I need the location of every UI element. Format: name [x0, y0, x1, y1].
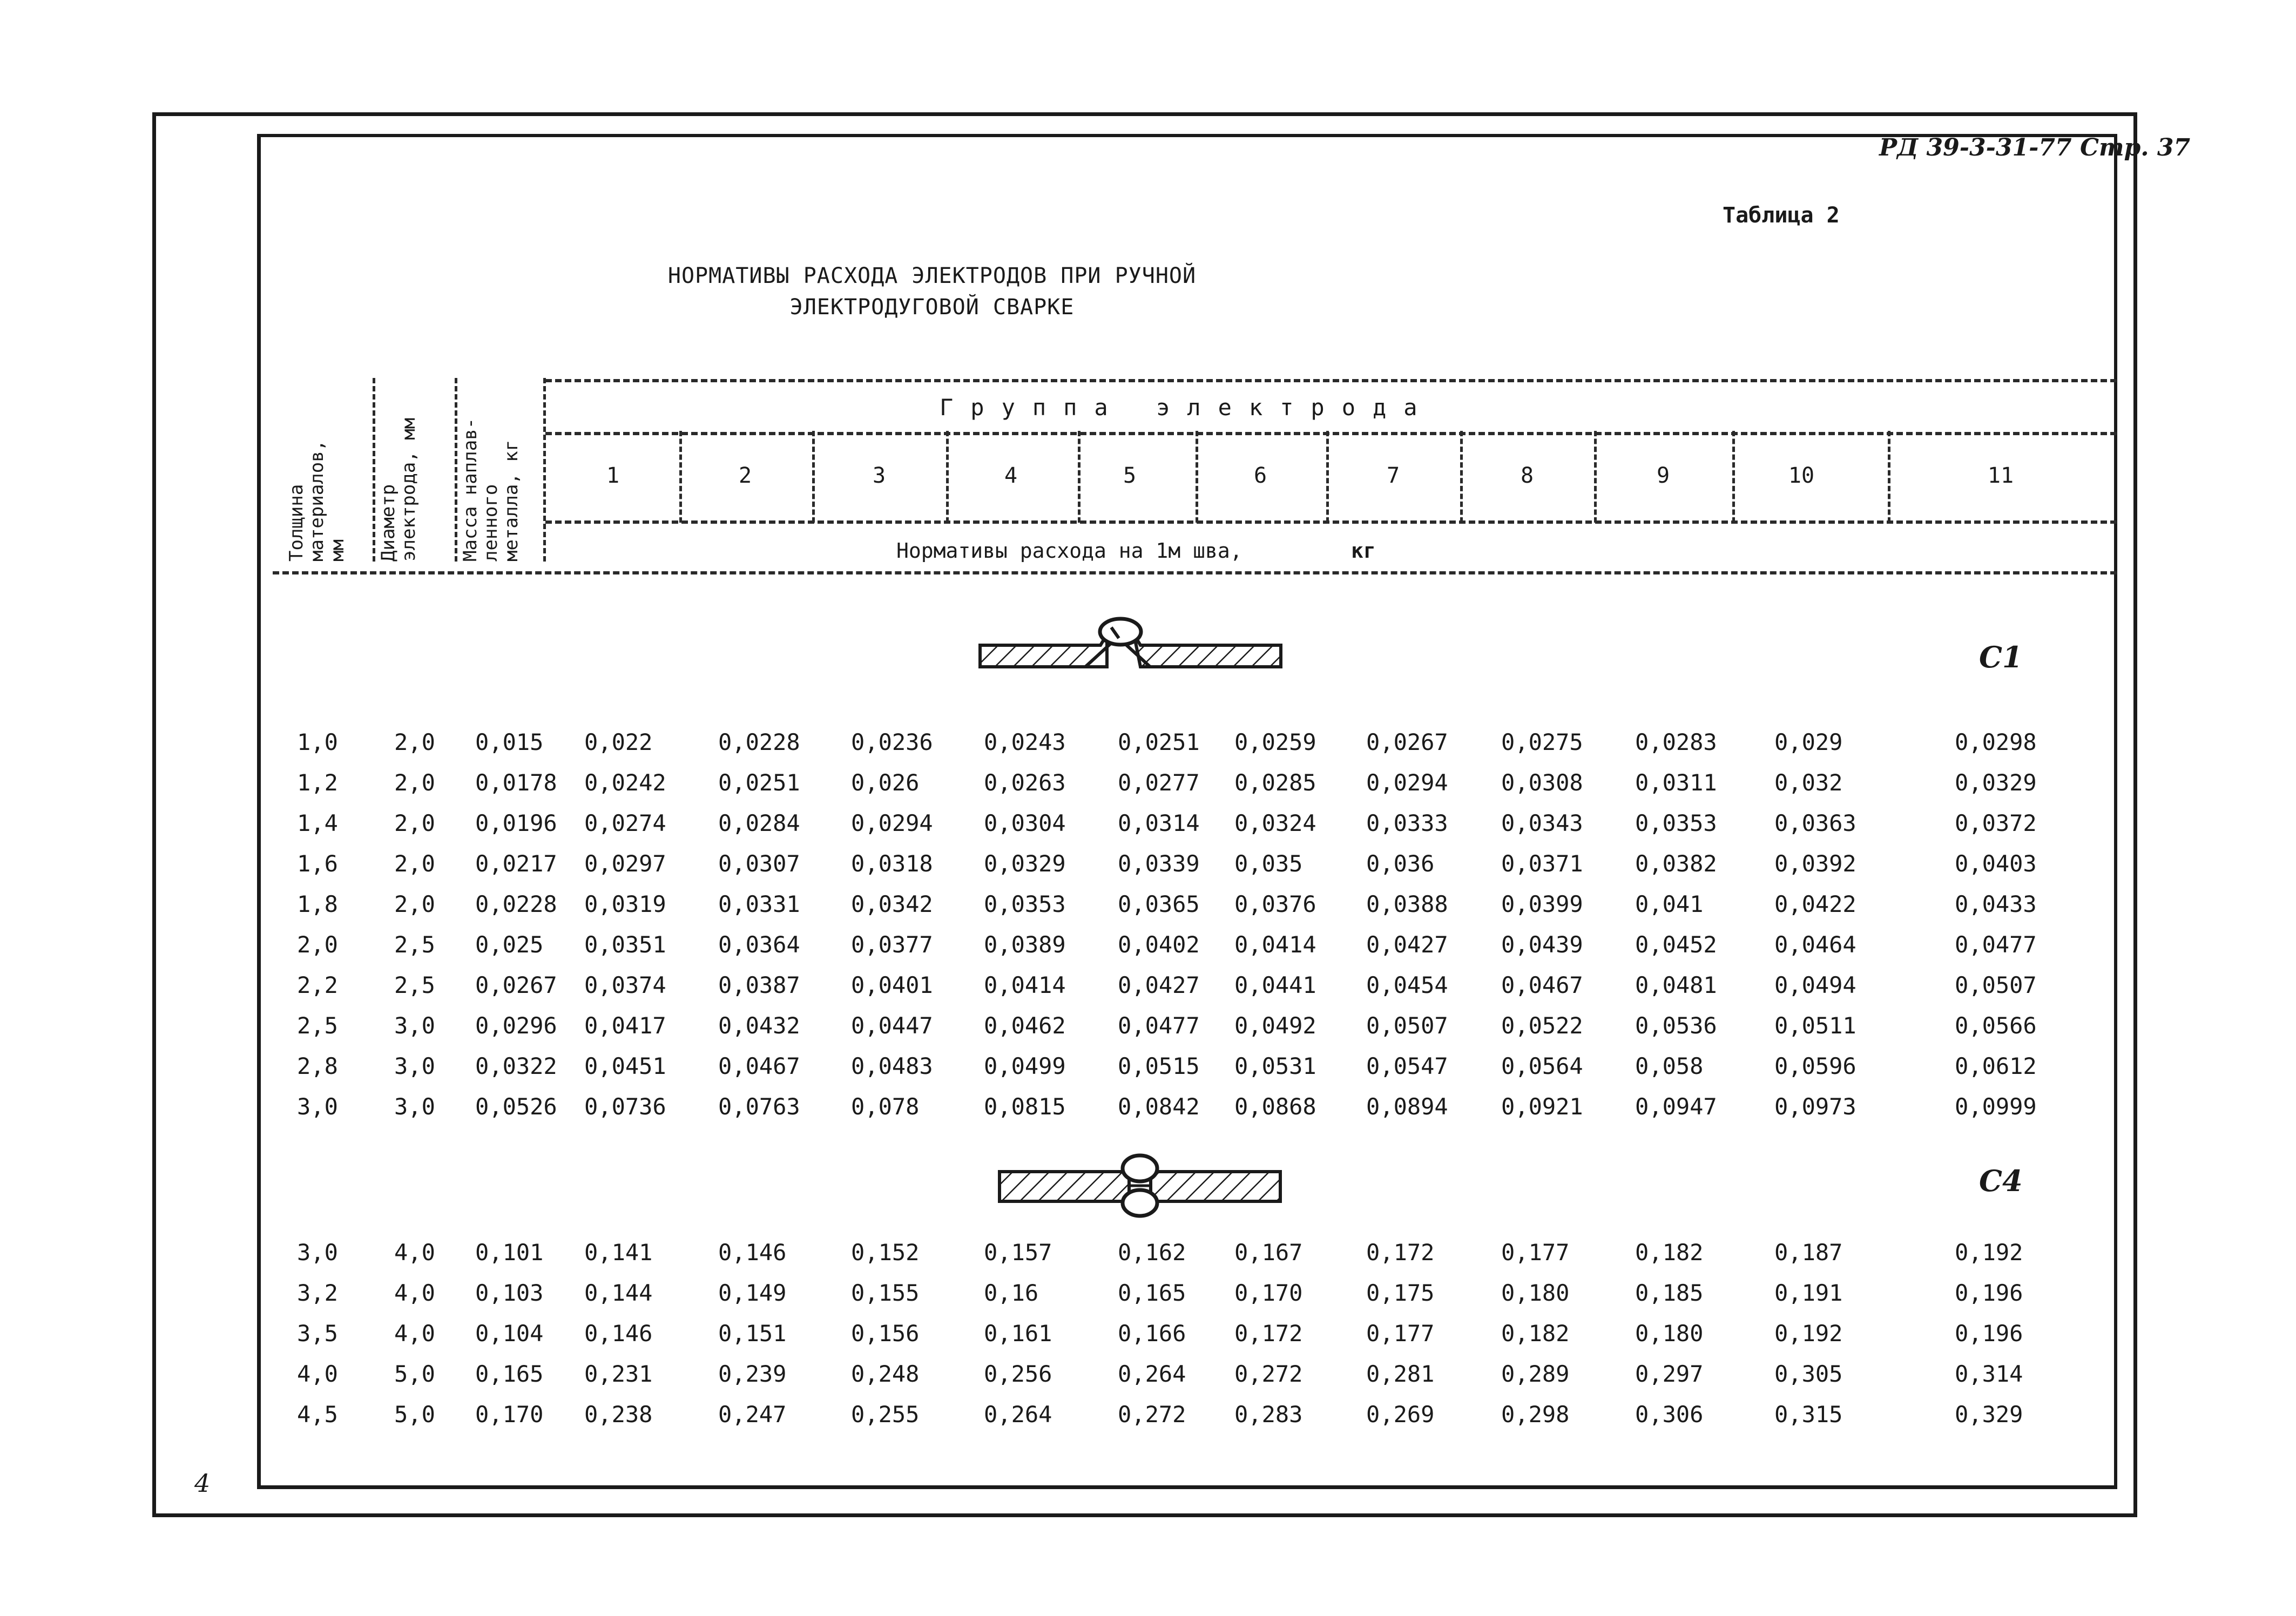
table-cell: 2,0: [394, 769, 435, 796]
table-cell: 0,0263: [984, 769, 1066, 796]
table-cell: 2,0: [394, 729, 435, 755]
table-cell: 0,283: [1234, 1401, 1303, 1428]
page-number: 4: [194, 1469, 211, 1498]
table-cell: 0,231: [584, 1361, 653, 1387]
table-cell: 0,0308: [1501, 769, 1583, 796]
table-cell: 0,329: [1955, 1401, 2023, 1428]
table-cell: 0,0401: [851, 972, 933, 998]
table-cell: 0,101: [475, 1239, 544, 1266]
table-cell: 0,238: [584, 1401, 653, 1428]
table-cell: 0,0388: [1366, 891, 1448, 917]
table-cell: 1,2: [297, 769, 338, 796]
table-cell: 0,0511: [1774, 1012, 1856, 1039]
table-cell: 4,0: [297, 1361, 338, 1387]
group-header-2: 2: [738, 463, 752, 488]
table-cell: 0,0422: [1774, 891, 1856, 917]
table-cell: 0,0921: [1501, 1093, 1583, 1120]
table-cell: 0,172: [1234, 1320, 1303, 1347]
table-cell: 0,0283: [1635, 729, 1717, 755]
group-header-8: 8: [1520, 463, 1534, 488]
table-cell: 0,192: [1774, 1320, 1843, 1347]
table-cell: 0,172: [1366, 1239, 1435, 1266]
group-header-11: 11: [1987, 463, 2014, 488]
table-cell: 0,306: [1635, 1401, 1704, 1428]
table-cell: 0,0433: [1955, 891, 2037, 917]
table-cell: 0,151: [718, 1320, 787, 1347]
table-cell: 0,0242: [584, 769, 666, 796]
table-cell: 0,167: [1234, 1239, 1303, 1266]
table-cell: 0,314: [1955, 1361, 2023, 1387]
table-cell: 3,0: [394, 1053, 435, 1079]
table-cell: 0,297: [1635, 1361, 1704, 1387]
subheader-unit: кг: [1351, 539, 1376, 563]
table-cell: 0,196: [1955, 1320, 2023, 1347]
table-cell: 1,4: [297, 810, 338, 836]
table-cell: 0,269: [1366, 1401, 1435, 1428]
table-cell: 4,5: [297, 1401, 338, 1428]
col-sep-2: [455, 378, 457, 562]
group-header-4: 4: [1004, 463, 1018, 488]
table-cell: 0,191: [1774, 1280, 1843, 1306]
table-cell: 0,0275: [1501, 729, 1583, 755]
table-cell: 0,146: [584, 1320, 653, 1347]
table-cell: 0,289: [1501, 1361, 1570, 1387]
table-cell: 0,0351: [584, 931, 666, 958]
table-cell: 0,0372: [1955, 810, 2037, 836]
table-cell: 0,0441: [1234, 972, 1316, 998]
table-cell: 0,0522: [1501, 1012, 1583, 1039]
table-cell: 0,0477: [1118, 1012, 1200, 1039]
table-cell: 0,0389: [984, 931, 1066, 958]
table-cell: 0,170: [1234, 1280, 1303, 1306]
table-cell: 0,185: [1635, 1280, 1704, 1306]
group-header-7: 7: [1386, 463, 1400, 488]
table-cell: 0,0329: [1955, 769, 2037, 796]
table-cell: 0,0399: [1501, 891, 1583, 917]
table-cell: 1,6: [297, 850, 338, 877]
table-cell: 0,0432: [718, 1012, 800, 1039]
table-cell: 0,0284: [718, 810, 800, 836]
table-cell: 0,0464: [1774, 931, 1856, 958]
table-cell: 0,272: [1118, 1401, 1186, 1428]
table-cell: 0,177: [1366, 1320, 1435, 1347]
table-cell: 4,0: [394, 1280, 435, 1306]
group-sep-10: [1888, 431, 1890, 523]
table-cell: 0,0228: [475, 891, 557, 917]
table-cell: 4,0: [394, 1239, 435, 1266]
table-cell: 0,0477: [1955, 931, 2037, 958]
table-cell: 2,5: [394, 972, 435, 998]
table-cell: 0,0868: [1234, 1093, 1316, 1120]
table-cell: 0,192: [1955, 1239, 2023, 1266]
table-cell: 3,0: [394, 1093, 435, 1120]
table-cell: 0,0267: [475, 972, 557, 998]
header-top-rule: [545, 379, 2117, 382]
table-cell: 3,0: [297, 1239, 338, 1266]
group-sep-3: [946, 431, 949, 523]
table-cell: 0,0947: [1635, 1093, 1717, 1120]
table-cell: 0,078: [851, 1093, 920, 1120]
table-cell: 0,0365: [1118, 891, 1200, 917]
table-cell: 0,166: [1118, 1320, 1186, 1347]
table-cell: 0,0228: [718, 729, 800, 755]
table-cell: 0,058: [1635, 1053, 1704, 1079]
table-cell: 0,0483: [851, 1053, 933, 1079]
group-sep-1: [679, 431, 682, 523]
table-cell: 0,0259: [1234, 729, 1316, 755]
table-cell: 0,0526: [475, 1093, 557, 1120]
table-cell: 0,0342: [851, 891, 933, 917]
group-header-3: 3: [872, 463, 886, 488]
table-cell: 0,0439: [1501, 931, 1583, 958]
table-cell: 0,247: [718, 1401, 787, 1428]
table-cell: 2,5: [394, 931, 435, 958]
table-cell: 0,015: [475, 729, 544, 755]
table-cell: 0,264: [984, 1401, 1052, 1428]
table-cell: 0,0842: [1118, 1093, 1200, 1120]
table-cell: 0,256: [984, 1361, 1052, 1387]
table-cell: 0,281: [1366, 1361, 1435, 1387]
table-cell: 0,16: [984, 1280, 1039, 1306]
table-cell: 0,272: [1234, 1361, 1303, 1387]
table-cell: 0,162: [1118, 1239, 1186, 1266]
title-line-2: ЭЛЕКТРОДУГОВОЙ СВАРКЕ: [789, 295, 1075, 320]
table-cell: 0,0376: [1234, 891, 1316, 917]
table-cell: 0,0329: [984, 850, 1066, 877]
group-sep-4: [1078, 431, 1081, 523]
col-sep-1: [373, 378, 375, 562]
group-sep-9: [1732, 431, 1735, 523]
table-cell: 3,2: [297, 1280, 338, 1306]
table-cell: 0,035: [1234, 850, 1303, 877]
subheader-text: Нормативы расхода на 1м шва,: [896, 539, 1242, 563]
table-cell: 0,264: [1118, 1361, 1186, 1387]
table-cell: 0,0454: [1366, 972, 1448, 998]
table-cell: 0,0363: [1774, 810, 1856, 836]
table-cell: 0,022: [584, 729, 653, 755]
table-cell: 0,0343: [1501, 810, 1583, 836]
header-diameter: Диаметр электрода, мм: [377, 417, 420, 562]
groups-bottom-rule: [545, 520, 2117, 524]
table-cell: 0,0973: [1774, 1093, 1856, 1120]
table-cell: 2,0: [297, 931, 338, 958]
table-cell: 2,0: [394, 810, 435, 836]
group-header-1: 1: [606, 463, 620, 488]
table-cell: 0,0596: [1774, 1053, 1856, 1079]
table-cell: 2,0: [394, 891, 435, 917]
table-cell: 0,0353: [984, 891, 1066, 917]
table-cell: 1,0: [297, 729, 338, 755]
table-cell: 0,0392: [1774, 850, 1856, 877]
table-cell: 0,0319: [584, 891, 666, 917]
table-cell: 0,0467: [1501, 972, 1583, 998]
table-cell: 0,0314: [1118, 810, 1200, 836]
table-cell: 0,0447: [851, 1012, 933, 1039]
table-cell: 0,0217: [475, 850, 557, 877]
table-cell: 0,0364: [718, 931, 800, 958]
table-cell: 0,156: [851, 1320, 920, 1347]
group-rule: [545, 432, 2117, 435]
table-cell: 0,0285: [1234, 769, 1316, 796]
table-cell: 0,155: [851, 1280, 920, 1306]
table-cell: 0,0736: [584, 1093, 666, 1120]
table-cell: 0,104: [475, 1320, 544, 1347]
table-cell: 0,146: [718, 1239, 787, 1266]
table-cell: 2,0: [394, 850, 435, 877]
table-cell: 0,175: [1366, 1280, 1435, 1306]
table-cell: 0,0564: [1501, 1053, 1583, 1079]
table-cell: 0,149: [718, 1280, 787, 1306]
table-cell: 0,0536: [1635, 1012, 1717, 1039]
table-cell: 0,182: [1635, 1239, 1704, 1266]
table-cell: 0,144: [584, 1280, 653, 1306]
table-cell: 0,032: [1774, 769, 1843, 796]
table-cell: 0,0311: [1635, 769, 1717, 796]
table-cell: 0,0515: [1118, 1053, 1200, 1079]
table-cell: 0,025: [475, 931, 544, 958]
table-cell: 0,0612: [1955, 1053, 2037, 1079]
table-cell: 0,0492: [1234, 1012, 1316, 1039]
table-cell: 0,0251: [718, 769, 800, 796]
table-cell: 0,0414: [984, 972, 1066, 998]
group-header-10: 10: [1788, 463, 1815, 488]
table-cell: 0,187: [1774, 1239, 1843, 1266]
table-cell: 2,5: [297, 1012, 338, 1039]
table-cell: 0,0274: [584, 810, 666, 836]
table-cell: 0,0339: [1118, 850, 1200, 877]
table-cell: 1,8: [297, 891, 338, 917]
table-cell: 0,180: [1501, 1280, 1570, 1306]
table-cell: 2,8: [297, 1053, 338, 1079]
table-cell: 0,170: [475, 1401, 544, 1428]
table-cell: 0,177: [1501, 1239, 1570, 1266]
table-cell: 0,196: [1955, 1280, 2023, 1306]
table-cell: 0,0178: [475, 769, 557, 796]
table-cell: 4,0: [394, 1320, 435, 1347]
table-cell: 0,165: [475, 1361, 544, 1387]
table-cell: 0,248: [851, 1361, 920, 1387]
table-cell: 0,0763: [718, 1093, 800, 1120]
group-sep-2: [812, 431, 815, 523]
table-cell: 0,0382: [1635, 850, 1717, 877]
table-cell: 0,0566: [1955, 1012, 2037, 1039]
group-header-6: 6: [1253, 463, 1267, 488]
table-cell: 3,0: [297, 1093, 338, 1120]
title-line-1: НОРМАТИВЫ РАСХОДА ЭЛЕКТРОДОВ ПРИ РУЧНОЙ: [667, 263, 1197, 288]
table-cell: 0,315: [1774, 1401, 1843, 1428]
table-cell: 0,305: [1774, 1361, 1843, 1387]
table-cell: 0,0251: [1118, 729, 1200, 755]
table-cell: 0,0507: [1366, 1012, 1448, 1039]
table-cell: 0,0387: [718, 972, 800, 998]
section-label-c4: С4: [1979, 1164, 2023, 1198]
table-cell: 0,0427: [1366, 931, 1448, 958]
table-cell: 0,0333: [1366, 810, 1448, 836]
table-cell: 0,0999: [1955, 1093, 2037, 1120]
table-cell: 0,0894: [1366, 1093, 1448, 1120]
table-cell: 0,0507: [1955, 972, 2037, 998]
table-cell: 0,0304: [984, 810, 1066, 836]
table-cell: 0,0294: [1366, 769, 1448, 796]
table-cell: 0,0371: [1501, 850, 1583, 877]
table-cell: 0,0277: [1118, 769, 1200, 796]
table-cell: 3,0: [394, 1012, 435, 1039]
table-cell: 0,0331: [718, 891, 800, 917]
table-cell: 0,041: [1635, 891, 1704, 917]
table-cell: 0,0324: [1234, 810, 1316, 836]
table-cell: 0,0481: [1635, 972, 1717, 998]
group-header-9: 9: [1656, 463, 1670, 488]
table-cell: 0,036: [1366, 850, 1435, 877]
table-cell: 0,026: [851, 769, 920, 796]
table-cell: 0,239: [718, 1361, 787, 1387]
table-cell: 0,152: [851, 1239, 920, 1266]
table-cell: 0,0402: [1118, 931, 1200, 958]
table-cell: 0,157: [984, 1239, 1052, 1266]
group-sep-6: [1326, 431, 1329, 523]
table-cell: 0,0451: [584, 1053, 666, 1079]
table-cell: 0,0494: [1774, 972, 1856, 998]
document-code: РД 39-3-31-77 Стр. 37: [1879, 134, 2191, 161]
group-sep-8: [1594, 431, 1597, 523]
table-cell: 0,0499: [984, 1053, 1066, 1079]
table-cell: 0,0267: [1366, 729, 1448, 755]
table-cell: 0,0307: [718, 850, 800, 877]
table-cell: 0,161: [984, 1320, 1052, 1347]
group-header-5: 5: [1123, 463, 1137, 488]
header-mass: Масса наплав- ленного металла, кг: [460, 417, 522, 562]
table-cell: 0,0377: [851, 931, 933, 958]
table-cell: 0,0294: [851, 810, 933, 836]
table-cell: 0,0297: [584, 850, 666, 877]
table-cell: 0,103: [475, 1280, 544, 1306]
header-thickness: Толщина материалов, мм: [286, 440, 348, 562]
table-cell: 0,0298: [1955, 729, 2037, 755]
table-cell: 0,0403: [1955, 850, 2037, 877]
group-sep-7: [1460, 431, 1463, 523]
table-cell: 0,0196: [475, 810, 557, 836]
table-cell: 0,0243: [984, 729, 1066, 755]
table-cell: 5,0: [394, 1401, 435, 1428]
table-cell: 0,180: [1635, 1320, 1704, 1347]
table-cell: 2,2: [297, 972, 338, 998]
table-cell: 0,0296: [475, 1012, 557, 1039]
table-cell: 0,0547: [1366, 1053, 1448, 1079]
table-cell: 3,5: [297, 1320, 338, 1347]
table-cell: 0,029: [1774, 729, 1843, 755]
section-label-c1: С1: [1979, 640, 2023, 674]
col-sep-3: [543, 378, 546, 562]
table-cell: 0,0452: [1635, 931, 1717, 958]
table-cell: 0,298: [1501, 1401, 1570, 1428]
group-title: Группа электрода: [940, 394, 1435, 421]
table-cell: 0,182: [1501, 1320, 1570, 1347]
table-cell: 0,0353: [1635, 810, 1717, 836]
group-sep-5: [1196, 431, 1198, 523]
header-bottom-rule: [273, 571, 2117, 574]
weld-diagram-c4: [997, 1150, 1283, 1220]
table-cell: 0,141: [584, 1239, 653, 1266]
table-cell: 0,0427: [1118, 972, 1200, 998]
weld-diagram-c1: [977, 610, 1285, 675]
table-cell: 0,0318: [851, 850, 933, 877]
table-cell: 5,0: [394, 1361, 435, 1387]
table-cell: 0,255: [851, 1401, 920, 1428]
table-cell: 0,0467: [718, 1053, 800, 1079]
table-cell: 0,0322: [475, 1053, 557, 1079]
table-cell: 0,0236: [851, 729, 933, 755]
table-cell: 0,0414: [1234, 931, 1316, 958]
table-cell: 0,0462: [984, 1012, 1066, 1039]
table-cell: 0,0417: [584, 1012, 666, 1039]
table-cell: 0,0531: [1234, 1053, 1316, 1079]
table-cell: 0,165: [1118, 1280, 1186, 1306]
table-cell: 0,0374: [584, 972, 666, 998]
table-label: Таблица 2: [1723, 203, 1840, 228]
table-cell: 0,0815: [984, 1093, 1066, 1120]
